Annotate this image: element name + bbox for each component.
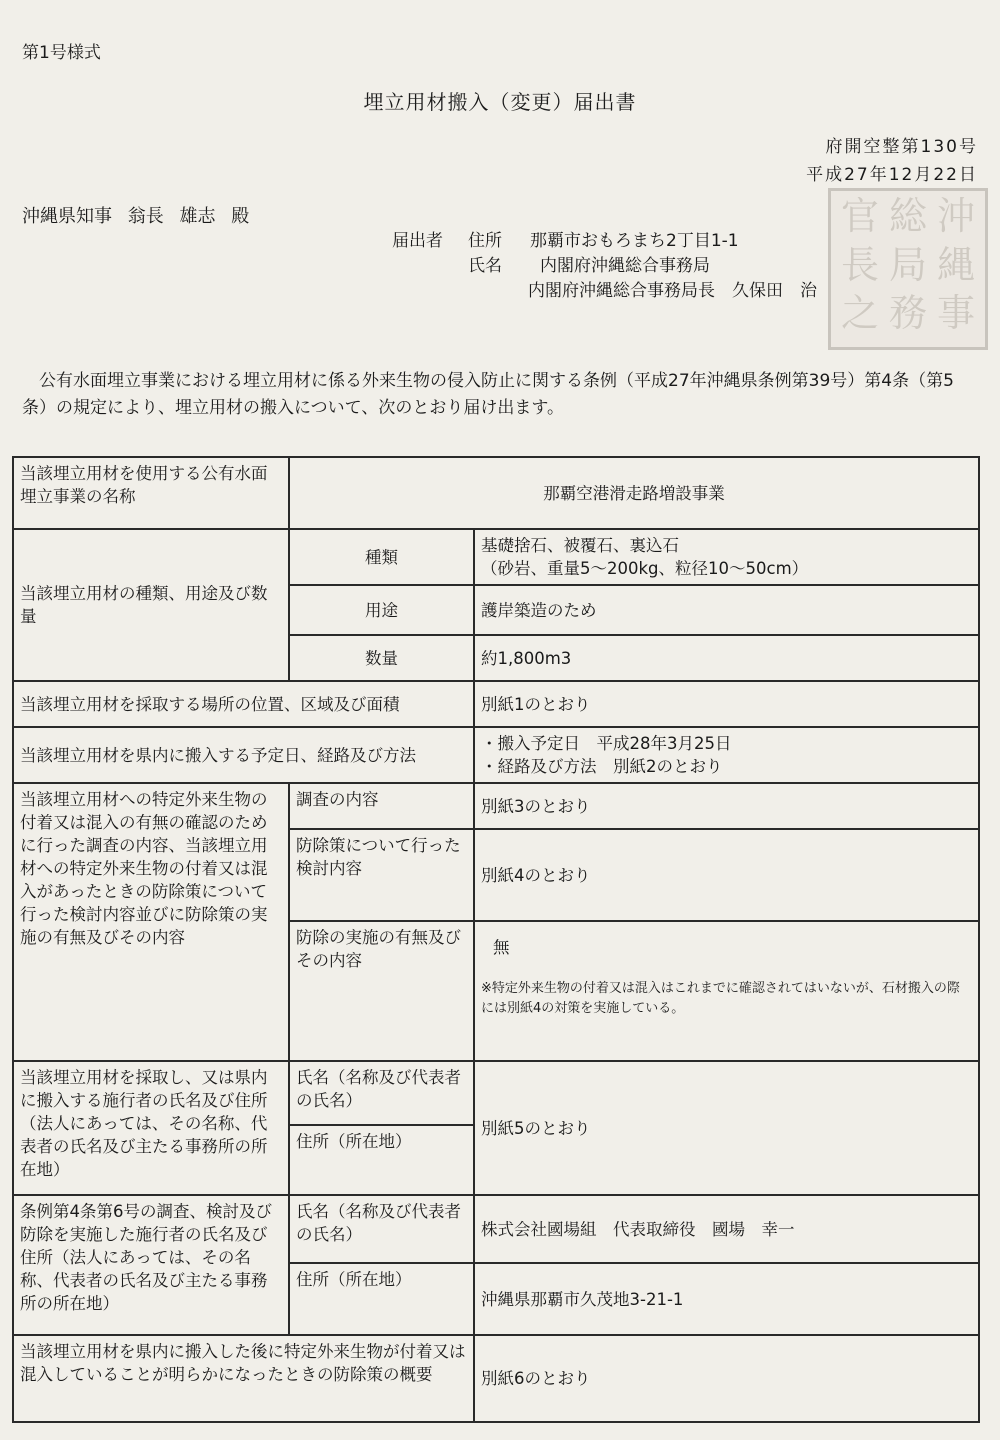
schedule-date: ・搬入予定日 平成28年3月25日	[481, 734, 732, 753]
addressee-given-name: 雄志	[179, 206, 216, 227]
addressee-honorific: 殿	[231, 206, 250, 227]
implementation-label: 防除の実施の有無及びその内容	[289, 921, 474, 1061]
form-row-material-type	[13, 529, 979, 585]
seal-glyph: 事	[936, 294, 975, 336]
survey-content-value: 別紙3のとおり	[474, 783, 979, 829]
addressee-title: 沖縄県知事	[22, 206, 112, 227]
seal-glyph: 総	[888, 197, 927, 238]
schedule-route: ・経路及び方法 別紙2のとおり	[481, 757, 723, 776]
study-value: 別紙4のとおり	[474, 829, 979, 921]
survey-label: 当該埋立用材への特定外来生物の付着又は混入の有無の確認のために行った調査の内容、当該埋立用材への特定外来生物の付着又は混入があったときの防除策について行った検討内容並びに防除策の実施の有無及びその内容	[13, 783, 289, 1061]
form-row-schedule	[13, 727, 979, 783]
seal-glyph: 縄	[936, 245, 975, 287]
contractor-address-label: 住所（所在地）	[289, 1125, 474, 1195]
notifier-address-label: 住所	[468, 231, 502, 251]
notifier-address: 那覇市おもろまち2丁目1-1	[530, 231, 739, 251]
form-row-project	[13, 457, 979, 529]
material-type-label: 種類	[289, 529, 474, 585]
inspector-address-value: 沖縄県那覇市久茂地3-21-1	[474, 1263, 979, 1335]
document-number: 府開空整第130号	[825, 137, 978, 157]
inspector-name-value: 株式会社國場組 代表取締役 國場 幸一	[474, 1195, 979, 1263]
implementation-value	[474, 921, 979, 1061]
official-seal	[828, 188, 988, 350]
location-label: 当該埋立用材を採取する場所の位置、区域及び面積	[13, 681, 474, 727]
seal-glyph: 之	[840, 294, 879, 336]
material-quantity-value: 約1,800m3	[474, 635, 979, 681]
material-use-label: 用途	[289, 585, 474, 635]
contractor-name-label: 氏名（名称及び代表者の氏名）	[289, 1061, 474, 1125]
document-date: 平成27年12月22日	[806, 165, 978, 185]
schedule-label: 当該埋立用材を県内に搬入する予定日、経路及び方法	[13, 727, 474, 783]
document-title: 埋立用材搬入（変更）届出書	[363, 90, 637, 114]
notification-form-table	[12, 456, 980, 1423]
addressee-surname: 翁長	[127, 206, 164, 227]
notifier-representative: 内閣府沖縄総合事務局長 久保田 治	[528, 281, 817, 301]
seal-glyph: 務	[888, 294, 927, 336]
notifier-organization: 内閣府沖縄総合事務局	[540, 256, 710, 276]
material-quantity-label: 数量	[289, 635, 474, 681]
notifier-name-label: 氏名	[468, 256, 502, 276]
seal-glyph: 長	[840, 245, 879, 287]
contractor-value: 別紙5のとおり	[474, 1061, 979, 1195]
schedule-value	[474, 727, 979, 783]
seal-glyph: 局	[888, 245, 927, 287]
form-row-inspector-name	[13, 1195, 979, 1263]
inspector-label: 条例第4条第6号の調査、検討及び防除を実施した施行者の氏名及び住所（法人にあっては、その名称、代表者の氏名及び主たる事務所の所在地）	[13, 1195, 289, 1335]
form-number: 第1号様式	[22, 43, 101, 63]
survey-content-label: 調査の内容	[289, 783, 474, 829]
form-row-location	[13, 681, 979, 727]
location-value: 別紙1のとおり	[474, 681, 979, 727]
material-type-value	[474, 529, 979, 585]
seal-glyph: 官	[840, 197, 879, 238]
project-value: 那覇空港滑走路増設事業	[289, 457, 979, 529]
material-type-value-line1: 基礎捨石、被覆石、裏込石	[481, 536, 679, 555]
inspector-address-label: 住所（所在地）	[289, 1263, 474, 1335]
project-label: 当該埋立用材を使用する公有水面埋立事業の名称	[13, 457, 289, 529]
implementation-answer: 無	[493, 938, 510, 957]
post-import-label: 当該埋立用材を県内に搬入した後に特定外来生物が付着又は混入していることが明らかになったときの防除策の概要	[13, 1335, 474, 1422]
addressee	[22, 202, 259, 228]
material-label: 当該埋立用材の種類、用途及び数量	[13, 529, 289, 681]
post-import-value: 別紙6のとおり	[474, 1335, 979, 1422]
preamble-text: 公有水面埋立事業における埋立用材に係る外来生物の侵入防止に関する条例（平成27年沖縄県条例第39号）第4条（第5条）の規定により、埋立用材の搬入について、次のとおり届け出ます。	[22, 371, 954, 418]
inspector-name-label: 氏名（名称及び代表者の氏名）	[289, 1195, 474, 1263]
form-row-post-import	[13, 1335, 979, 1422]
material-use-value: 護岸築造のため	[474, 585, 979, 635]
form-row-contractor-name	[13, 1061, 979, 1125]
study-label: 防除策について行った検討内容	[289, 829, 474, 921]
implementation-note: ※特定外来生物の付着又は混入はこれまでに確認されてはいないが、石材搬入の際には別紙4の対策を実施している。	[481, 981, 960, 1016]
seal-glyph: 沖	[936, 197, 975, 238]
form-row-survey	[13, 783, 979, 829]
notifier-label: 届出者	[392, 231, 443, 251]
material-type-value-line2: （砂岩、重量5～200kg、粒径10～50cm）	[481, 559, 809, 578]
contractor-label: 当該埋立用材を採取し、又は県内に搬入する施行者の氏名及び住所（法人にあっては、その名称、代表者の氏名及び主たる事務所の所在地）	[13, 1061, 289, 1195]
